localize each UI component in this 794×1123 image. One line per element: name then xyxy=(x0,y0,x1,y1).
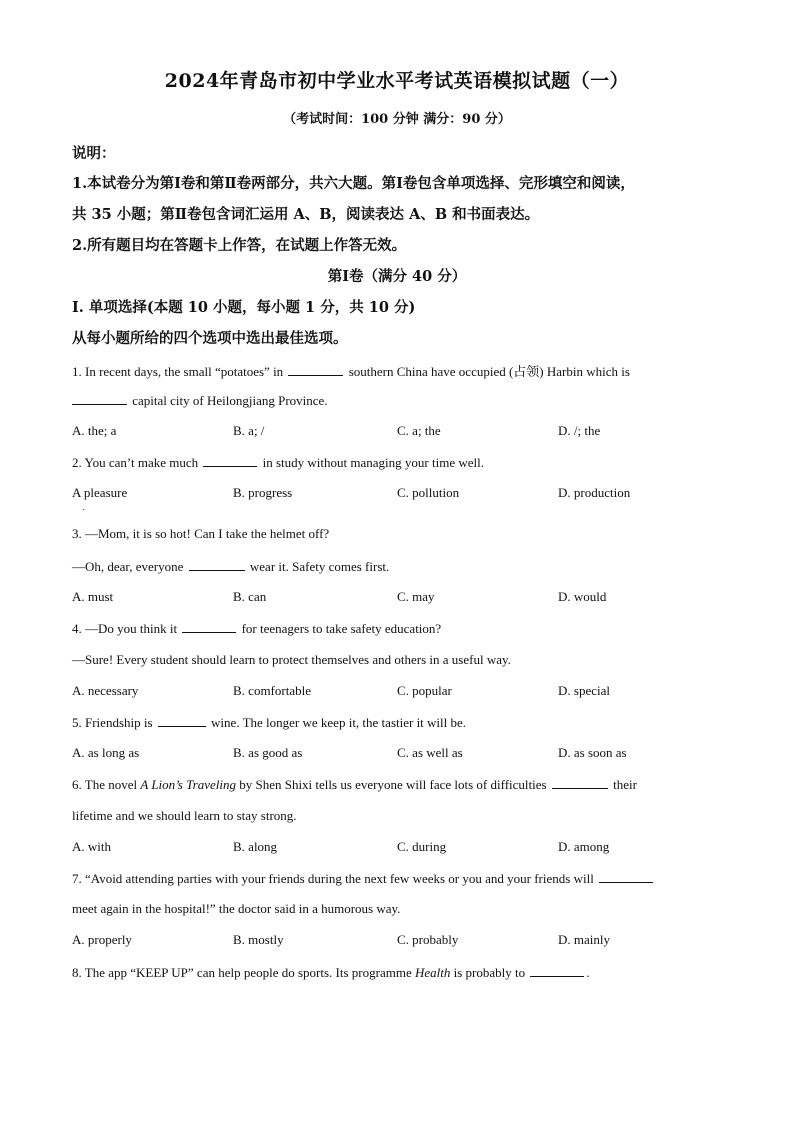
notes-label: 说明： xyxy=(72,145,116,162)
answer-blank xyxy=(182,620,236,633)
section-heading: I. 单项选择(本题 10 小题，每小题 1 分，共 10 分) xyxy=(72,299,416,316)
question-3: 3. —Mom, it is so hot! Can I take the helmet off? xyxy=(72,526,330,541)
note-1: 1.本试卷分为第Ⅰ卷和第Ⅱ卷两部分，共六大题。第Ⅰ卷包含单项选择、完形填空和阅读， xyxy=(72,175,635,192)
q5-option-d: D. as soon as xyxy=(558,745,627,760)
q7-option-d: D. mainly xyxy=(558,932,610,947)
stray-dot: . xyxy=(82,503,85,512)
q5-option-b: B. as good as xyxy=(233,745,303,760)
question-1: 1. In recent days, the small “potatoes” in southern China have occupied (占领) Harbin which is xyxy=(72,364,630,379)
answer-blank xyxy=(530,964,584,977)
question-8: 8. The app “KEEP UP” can help people do sports. Its programme Health is probably to . xyxy=(72,965,590,980)
section-instruction: 从每小题所给的四个选项中选出最佳选项。 xyxy=(72,330,348,347)
q1-option-b: B. a; / xyxy=(233,423,265,438)
question-7: 7. “Avoid attending parties with your friends during the next few weeks or you and your friends will xyxy=(72,870,655,887)
part-heading: 第Ⅰ卷（满分 40 分） xyxy=(327,268,467,285)
answer-blank xyxy=(72,392,127,405)
q6-option-b: B. along xyxy=(233,839,278,854)
q6-option-a: A. with xyxy=(72,839,111,854)
answer-blank xyxy=(189,558,245,571)
q1-option-a: A. the; a xyxy=(72,423,117,438)
q3-option-a: A. must xyxy=(72,589,114,604)
q5-option-c: C. as well as xyxy=(397,745,463,760)
q1-option-c: C. a; the xyxy=(397,423,441,438)
question-6-continued: lifetime and we should learn to stay strong. xyxy=(72,808,297,823)
question-5: 5. Friendship is wine. The longer we keep it, the tastier it will be. xyxy=(72,715,467,730)
q6-option-d: D. among xyxy=(558,839,610,854)
q1-option-d: D. /; the xyxy=(558,423,601,438)
answer-blank xyxy=(158,714,206,727)
answer-blank xyxy=(203,454,257,467)
answer-blank xyxy=(552,776,608,789)
q7-option-a: A. properly xyxy=(72,932,132,947)
answer-blank xyxy=(288,363,343,376)
question-1-continued: capital city of Heilongjiang Province. xyxy=(72,392,328,409)
q6-option-c: C. during xyxy=(397,839,447,854)
q7-option-b: B. mostly xyxy=(233,932,284,947)
q3-option-b: B. can xyxy=(233,589,267,604)
note-2: 2.所有题目均在答题卡上作答，在试题上作答无效。 xyxy=(72,237,407,254)
question-6: 6. The novel A Lion’s Traveling by Shen Shixi tells us everyone will face lots of difficulties their xyxy=(72,777,637,792)
q4-option-b: B. comfortable xyxy=(233,683,311,698)
q4-option-d: D. special xyxy=(558,683,610,698)
q3-option-c: C. may xyxy=(397,589,435,604)
q7-option-c: C. probably xyxy=(397,932,459,947)
q2-option-b: B. progress xyxy=(233,485,293,500)
question-3-reply: —Oh, dear, everyone wear it. Safety comes first. xyxy=(72,559,390,574)
question-4-reply: —Sure! Every student should learn to protect themselves and others in a useful way. xyxy=(72,652,511,667)
answer-blank xyxy=(599,870,653,883)
q5-option-a: A. as long as xyxy=(72,745,140,760)
q4-option-c: C. popular xyxy=(397,683,452,698)
q2-option-a: A pleasure xyxy=(72,485,128,500)
q3-option-d: D. would xyxy=(558,589,607,604)
question-4: 4. —Do you think it for teenagers to take safety education? xyxy=(72,621,442,636)
exam-info: （考试时间：100 分钟 满分：90 分） xyxy=(283,112,511,127)
q2-option-d: D. production xyxy=(558,485,631,500)
note-1-continued: 共 35 小题；第Ⅱ卷包含词汇运用 A、B，阅读表达 A、B 和书面表达。 xyxy=(72,206,540,223)
q4-option-a: A. necessary xyxy=(72,683,139,698)
question-2: 2. You can’t make much in study without managing your time well. xyxy=(72,455,484,470)
page-title: 2024年青岛市初中学业水平考试英语模拟试题（一） xyxy=(164,70,630,92)
q2-option-c: C. pollution xyxy=(397,485,460,500)
question-7-continued: meet again in the hospital!” the doctor said in a humorous way. xyxy=(72,901,401,916)
